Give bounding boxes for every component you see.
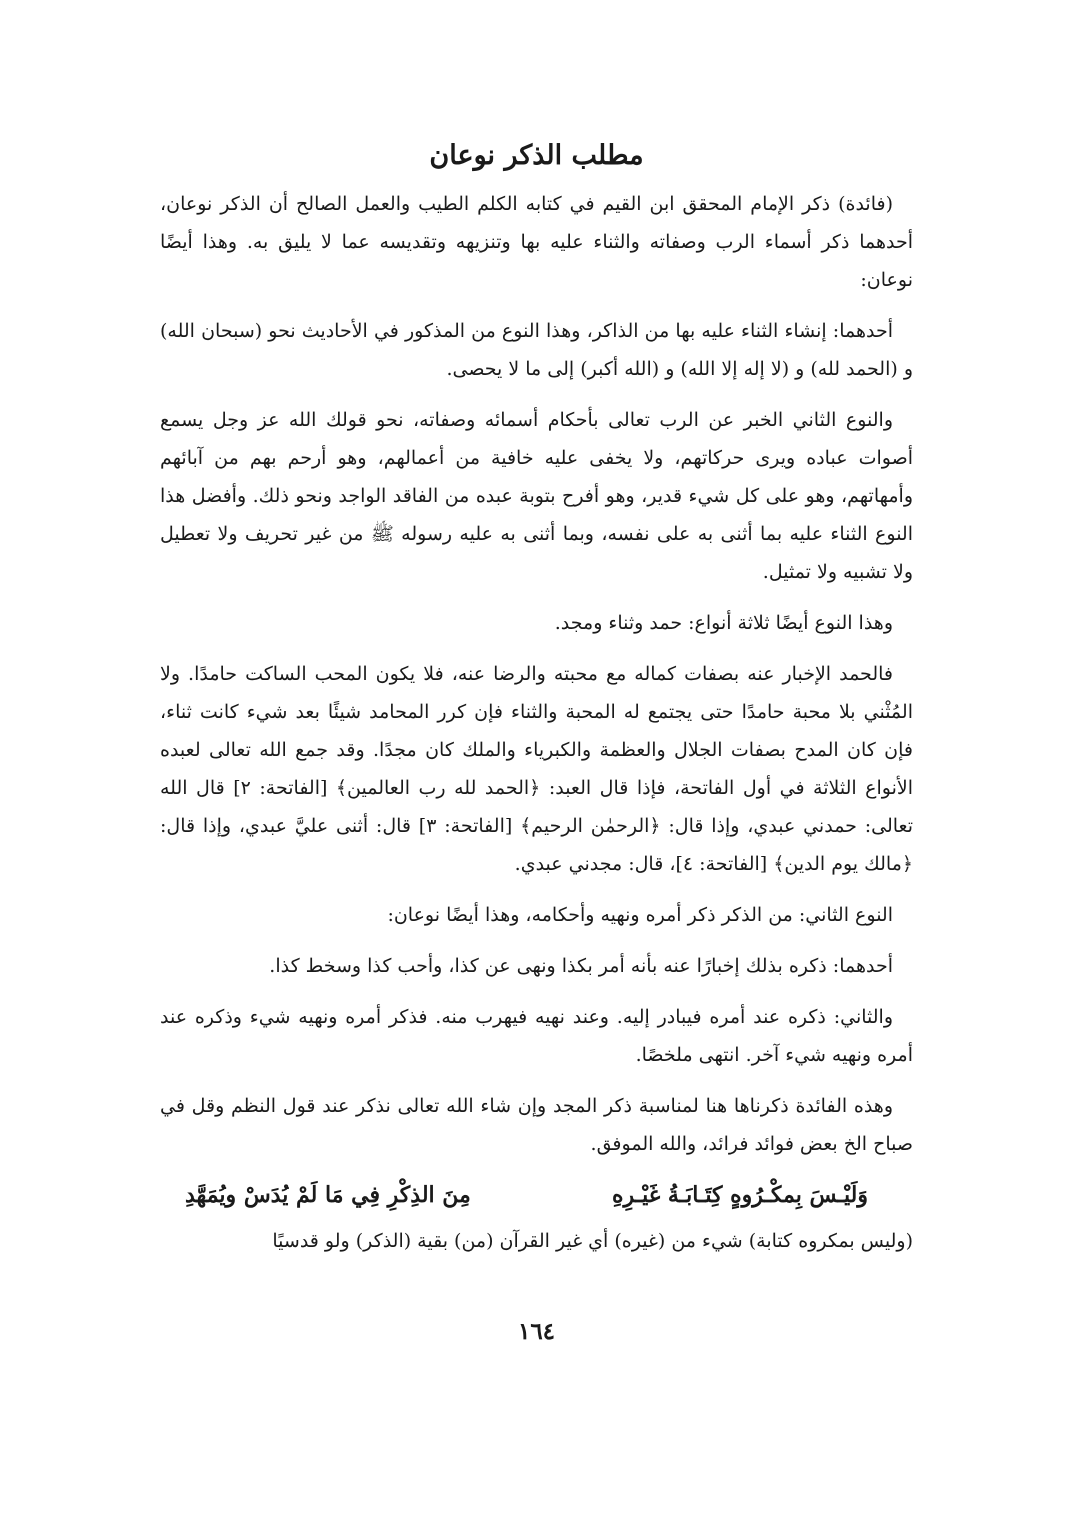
- verse-first-hemistich: وَلَيْـسَ بِمكْـرُوهٍ كِتَـابَـةُ غَيْـرِهِ: [611, 1182, 868, 1208]
- paragraph-note: وهذه الفائدة ذكرناها هنا لمناسبة ذكر المجد وإن شاء الله تعالى نذكر عند قول النظم وقل في صباح الخ بعض فوائد فرائد، والله الموفق.: [160, 1095, 913, 1155]
- page-number: ١٦٤: [517, 1318, 556, 1345]
- page-body: [160, 185, 913, 1273]
- poem-verse: [160, 1176, 913, 1214]
- page-title: مطلب الذكر نوعان: [429, 140, 644, 171]
- paragraph-hamd-explanation: فالحمد الإخبار عنه بصفات كماله مع محبته والرضا عنه، فلا يكون المحب الساكت حامدًا. ولا المُثْني بلا محبة حامدًا حتى يجتمع له المحبة والثناء فإن كرر المحامد شيئًا بعد شيء كانت ثناء، فإن كان المدح بصفات الجلال والعظمة والكبرياء والملك كان مجدًا. وقد جمع الله تعالى لعبده الأنواع الثلاثة في أول الفاتحة، فإذا قال العبد: ﴿الحمد لله رب العالمين﴾ [الفاتحة: ٢] قال الله تعالى: حمدني عبدي، وإذا قال: ﴿الرحمٰن الرحيم﴾ [الفاتحة: ٣] قال: أثنى عليَّ عبدي، وإذا قال: ﴿مالك يوم الدين﴾ [الفاتحة: ٤]، قال: مجدني عبدي.: [160, 663, 913, 875]
- paragraph-second-of-two: والثاني: ذكره عند أمره فيبادر إليه. وعند نهيه فيهرب منه. فذكر أمره ونهيه شيء وذكره عند أمره ونهيه شيء آخر. انتهى ملخصًا.: [160, 1006, 913, 1066]
- paragraph-first-of-two: أحدهما: ذكره بذلك إخبارًا عنه بأنه أمر بكذا ونهى عن كذا، وأحب كذا وسخط كذا.: [269, 955, 893, 977]
- paragraph-second-kind-of-dhikr: النوع الثاني: من الذكر ذكر أمره ونهيه وأحكامه، وهذا أيضًا نوعان:: [387, 904, 893, 926]
- paragraph-commentary: (وليس بمكروه كتابة) شيء من (غيره) أي غير القرآن (من) بقية (الذكر) ولو قدسيًا: [272, 1230, 913, 1252]
- paragraph-intro: (فائدة) ذكر الإمام المحقق ابن القيم في كتابه الكلم الطيب والعمل الصالح أن الذكر نوعان، أحدهما ذكر أسماء الرب وصفاته والثناء عليه بها وتنزيهه وتقديسه عما لا يليق به. وهذا أيضًا نوعان:: [160, 193, 913, 291]
- paragraph-three-kinds: وهذا النوع أيضًا ثلاثة أنواع: حمد وثناء ومجد.: [554, 612, 893, 634]
- verse-second-hemistich: مِنَ الذِكْرِ فِي مَا لَمْ يُدَسْ ويُمَهَّدِ: [185, 1182, 471, 1208]
- paragraph-first-type: أحدهما: إنشاء الثناء عليه بها من الذاكر، وهذا النوع من المذكور في الأحاديث نحو (سبحان الله) و (الحمد لله) و (لا إله إلا الله) و (الله أكبر) إلى ما لا يحصى.: [160, 320, 913, 380]
- paragraph-second-type: والنوع الثاني الخبر عن الرب تعالى بأحكام أسمائه وصفاته، نحو قولك الله عز وجل يسمع أصوات عباده ويرى حركاتهم، ولا يخفى عليه خافية من أعمالهم، وهو أرحم بهم من آبائهم وأمهاتهم، وهو على كل شيء قدير، وهو أفرح بتوبة عبده من الفاقد الواجد ونحو ذلك. وأفضل هذا النوع الثناء عليه بما أثنى به على نفسه، وبما أثنى به عليه رسوله ﷺ من غير تحريف ولا تعطيل ولا تشبيه ولا تمثيل.: [160, 409, 913, 583]
